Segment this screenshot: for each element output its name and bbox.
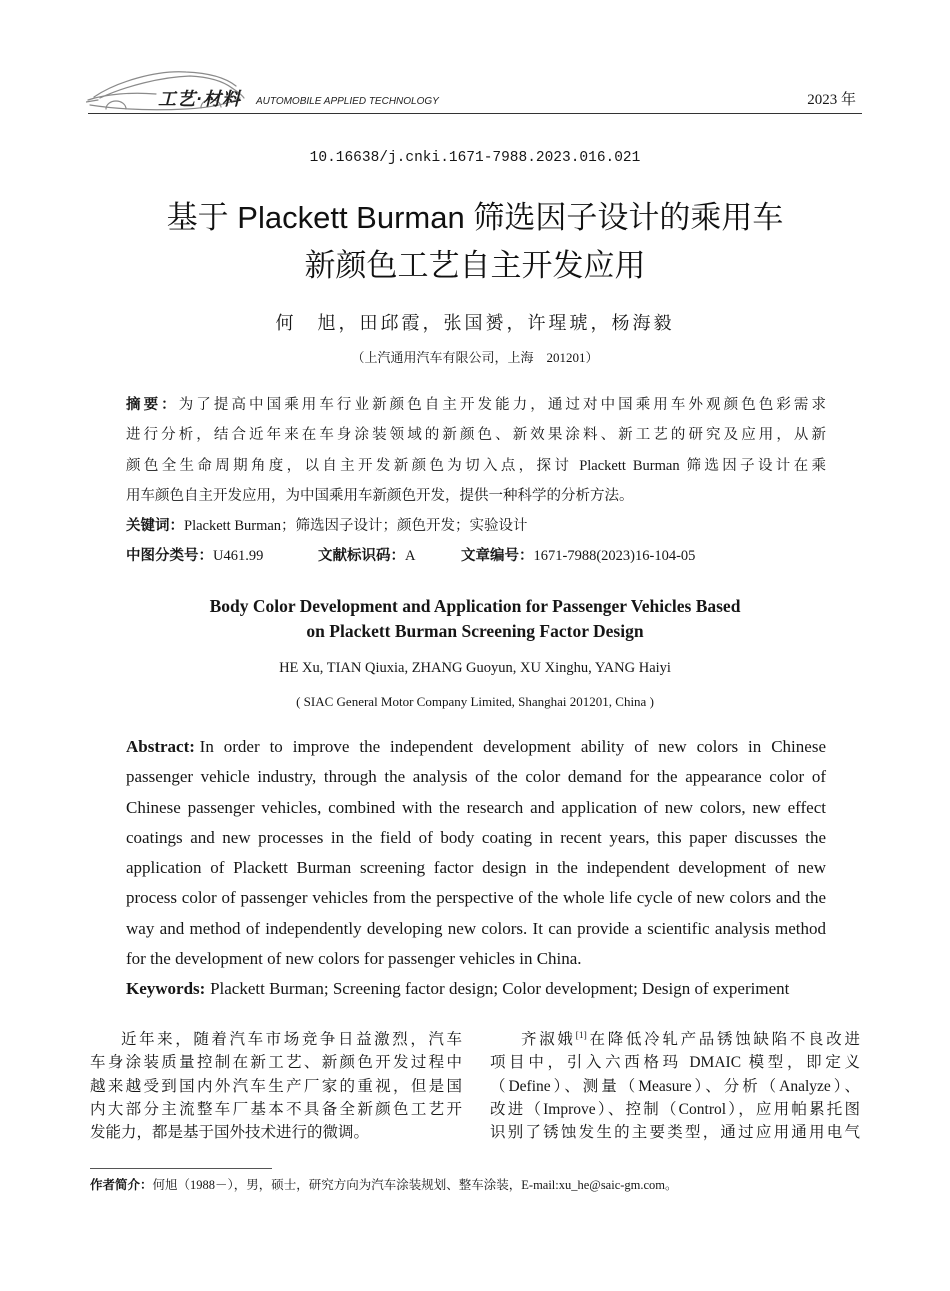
- header-rule: [88, 113, 862, 114]
- body-line: 发能力，都是基于国外技术进行的微调。: [90, 1124, 370, 1141]
- abstract-en: [126, 732, 826, 1005]
- body-text: 在降低冷轧产品锈蚀缺陷不良改进: [586, 1031, 860, 1048]
- body-line: 近年来，随着汽车市场竞争日益激烈，汽车: [121, 1031, 462, 1048]
- abstract-en-text: In order to improve the independent development ability of new colors in Chinese: [199, 737, 826, 756]
- article-no-label: 文章编号：: [461, 548, 534, 565]
- footnote-text: 何旭（1988－），男，硕士，研究方向为汽车涂装规划、整车涂装，E-mail:xu_he@saic-gm.com。: [152, 1178, 678, 1192]
- title-en-line: on Plackett Burman Screening Factor Design: [306, 621, 644, 641]
- clc-value: U461.99: [213, 548, 264, 565]
- journal-year: 2023 年: [807, 92, 856, 108]
- body-text: 齐淑娥: [521, 1031, 576, 1048]
- abstract-cn-label: 摘要：: [126, 397, 179, 413]
- abstract-cn-line: 进行分析，结合近年来在车身涂装领域的新颜色、新效果涂料、新工艺的研究及应用，从新: [126, 427, 826, 444]
- body-line: （Define）、测量（Measure）、分析（Analyze）、: [490, 1077, 860, 1095]
- title-en: [0, 594, 950, 644]
- journal-name-cn: 工艺·材料: [158, 89, 241, 109]
- author-footnote: [90, 1176, 678, 1194]
- title-cn-line: 基于 Plackett Burman 筛选因子设计的乘用车: [166, 200, 784, 235]
- body-line: 项目中，引入六西格玛 DMAIC 模型，即定义: [490, 1054, 860, 1072]
- body-line: 内大部分主流整车厂基本不具备全新颜色工艺开: [90, 1100, 462, 1118]
- article-no-value: 1671-7988(2023)16-104-05: [533, 548, 696, 565]
- classification-line: [126, 541, 826, 571]
- keywords-cn-text: Plackett Burman；筛选因子设计；颜色开发；实验设计: [184, 518, 528, 535]
- abstract-en-line: for the development of new colors for passenger vehicles in China.: [126, 949, 582, 969]
- body-column-right: [490, 1028, 860, 1144]
- abstract-en-line: application of Plackett Burman screening factor design in the independent development of new: [126, 858, 826, 878]
- keywords-en-label: Keywords:: [126, 979, 206, 999]
- body-line: 车身涂装质量控制在新工艺、新颜色开发过程中: [90, 1054, 462, 1072]
- authors-cn: 何 旭，田邱霞，张国赟，许瑆琥，杨海毅: [275, 313, 675, 333]
- abstract-en-line: way and method of independently developing new colors. It can provide a scientific analysis method: [126, 918, 826, 938]
- doc-code-value: A: [405, 548, 416, 565]
- footnote-rule: [90, 1168, 272, 1169]
- doi: 10.16638/j.cnki.1671-7988.2023.016.021: [309, 150, 641, 166]
- keywords-cn: [126, 511, 826, 541]
- title-cn: [0, 194, 950, 290]
- footnote-label: 作者简介：: [90, 1178, 153, 1192]
- doc-code-label: 文献标识码：: [318, 548, 405, 565]
- keywords-en-text: Plackett Burman; Screening factor design; Color development; Design of experiment: [210, 979, 790, 999]
- keywords-cn-label: 关键词：: [126, 518, 184, 535]
- abstract-en-line: passenger vehicle industry, through the analysis of the color demand for the appearance color of: [126, 767, 826, 787]
- body-line: 识别了锈蚀发生的主要类型，通过应用通用电气: [490, 1124, 860, 1141]
- affiliation-cn: （上汽通用汽车有限公司，上海 201201）: [351, 350, 599, 365]
- abstract-en-label: Abstract:: [126, 737, 195, 756]
- clc-label: 中图分类号：: [126, 548, 213, 565]
- clc-group: [126, 541, 263, 571]
- title-cn-line: 新颜色工艺自主开发应用: [304, 248, 646, 283]
- body-line: 越来越受到国内外汽车生产厂家的重视，但是国: [90, 1077, 462, 1095]
- title-en-line: Body Color Development and Application for Passenger Vehicles Based: [209, 596, 741, 616]
- abstract-cn-line: 用车颜色自主开发应用，为中国乘用车新颜色开发，提供一种科学的分析方法。: [126, 487, 634, 504]
- body-line: [490, 1028, 860, 1051]
- body-column-left: [90, 1028, 462, 1144]
- keywords-en: [126, 974, 826, 1004]
- abstract-cn: [126, 390, 826, 572]
- journal-name-en: AUTOMOBILE APPLIED TECHNOLOGY: [256, 96, 439, 107]
- citation-ref: [1]: [575, 1029, 587, 1041]
- body-line: 改进（Improve）、控制（Control），应用帕累托图: [490, 1100, 860, 1118]
- doc-code-group: [318, 541, 415, 571]
- abstract-en-line: [126, 732, 826, 762]
- abstract-en-line: Chinese passenger vehicles, combined with the research and application of new colors, new effect: [126, 797, 826, 817]
- affiliation-en: ( SIAC General Motor Company Limited, Shanghai 201201, China ): [296, 694, 654, 709]
- abstract-en-line: process color of passenger vehicles from the perspective of the whole life cycle of new colors and the: [126, 888, 826, 908]
- abstract-en-line: coatings and new processes in the field of body coating in recent years, this paper discusses the: [126, 827, 826, 847]
- abstract-cn-text: 为了提高中国乘用车行业新颜色自主开发能力，通过对中国乘用车外观颜色色彩需求: [178, 397, 827, 413]
- abstract-cn-line: [126, 390, 826, 420]
- article-no-group: [461, 541, 695, 571]
- abstract-cn-line: 颜色全生命周期角度，以自主开发新颜色为切入点，探讨 Plackett Burman 筛选因子设计在乘: [126, 457, 826, 474]
- authors-en: HE Xu, TIAN Qiuxia, ZHANG Guoyun, XU Xinghu, YANG Haiyi: [279, 660, 671, 676]
